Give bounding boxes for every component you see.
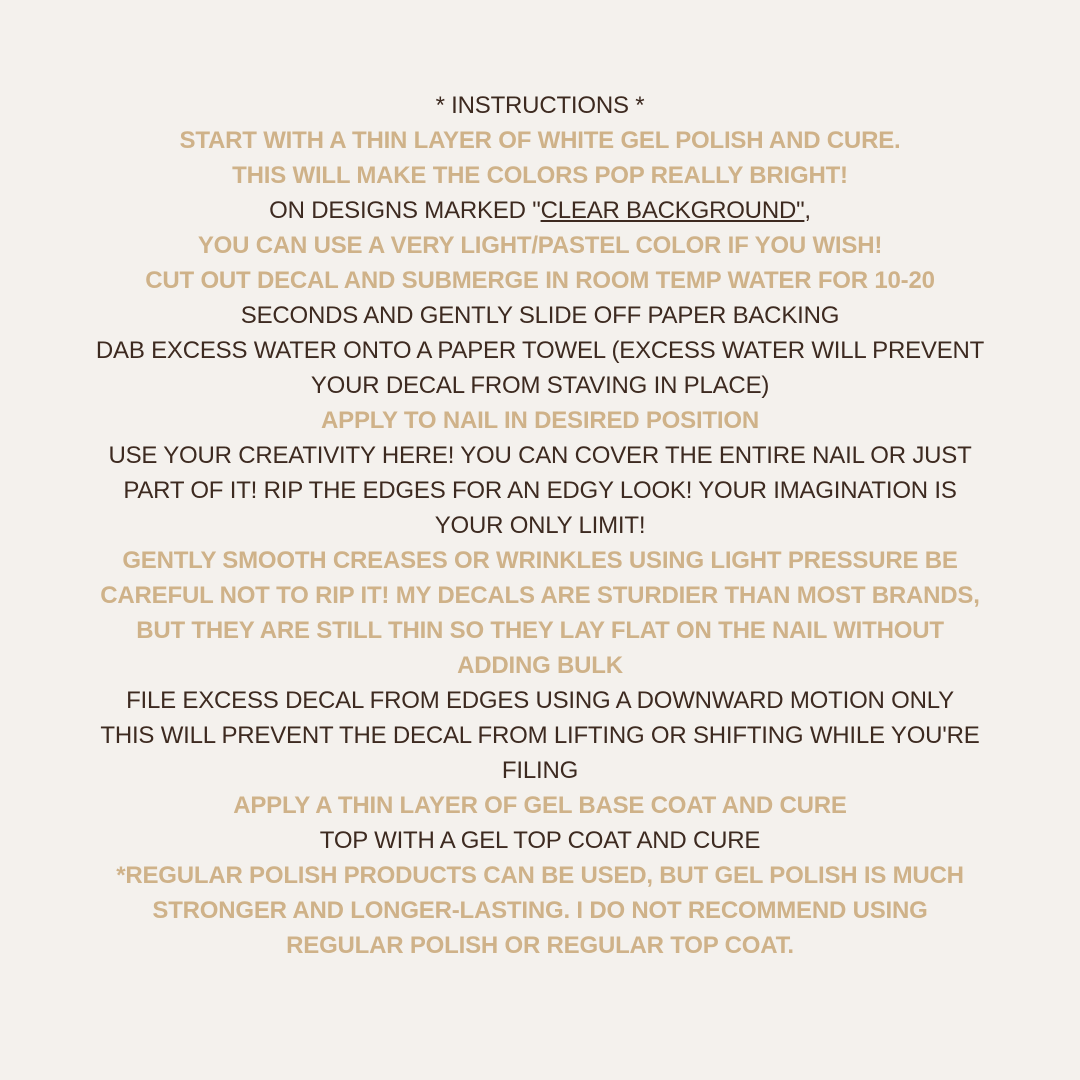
instruction-line-16: ADDING BULK bbox=[457, 652, 623, 679]
instruction-line-9: APPLY TO NAIL IN DESIRED POSITION bbox=[321, 407, 759, 434]
instruction-line-3-prefix: ON DESIGNS MARKED " bbox=[269, 197, 541, 224]
instructions-heading: * INSTRUCTIONS * bbox=[435, 92, 645, 119]
instruction-line-4: YOU CAN USE A VERY LIGHT/PASTEL COLOR IF YOU WISH! bbox=[197, 232, 883, 259]
instruction-line-11: PART OF IT! RIP THE EDGES FOR AN EDGY LOOK! YOUR IMAGINATION IS bbox=[123, 477, 957, 504]
clear-background-underlined: CLEAR BACKGROUND" bbox=[540, 197, 805, 224]
instruction-line-3-suffix: , bbox=[804, 197, 811, 224]
instruction-line-2: THIS WILL MAKE THE COLORS POP REALLY BRIGHT! bbox=[232, 162, 848, 189]
instruction-line-19: FILING bbox=[501, 757, 579, 784]
instruction-line-22: *REGULAR POLISH PRODUCTS CAN BE USED, BUT GEL POLISH IS MUCH bbox=[116, 862, 964, 889]
instruction-line-15: BUT THEY ARE STILL THIN SO THEY LAY FLAT ON THE NAIL WITHOUT bbox=[136, 617, 944, 644]
instruction-line-5: CUT OUT DECAL AND SUBMERGE IN ROOM TEMP WATER FOR 10-20 bbox=[145, 267, 935, 294]
instructions-text-block bbox=[60, 88, 1020, 963]
instruction-line-23: STRONGER AND LONGER-LASTING. I DO NOT RECOMMEND USING bbox=[152, 897, 928, 924]
instruction-line-8: YOUR DECAL FROM STAVING IN PLACE) bbox=[310, 372, 770, 399]
instruction-line-21: TOP WITH A GEL TOP COAT AND CURE bbox=[319, 827, 761, 854]
instruction-line-1: START WITH A THIN LAYER OF WHITE GEL POLISH AND CURE. bbox=[179, 127, 901, 154]
instruction-line-14: CAREFUL NOT TO RIP IT! MY DECALS ARE STURDIER THAN MOST BRANDS, bbox=[100, 582, 980, 609]
instruction-line-6: SECONDS AND GENTLY SLIDE OFF PAPER BACKING bbox=[240, 302, 840, 329]
instruction-line-7: DAB EXCESS WATER ONTO A PAPER TOWEL (EXCESS WATER WILL PREVENT bbox=[95, 337, 985, 364]
instruction-line-20: APPLY A THIN LAYER OF GEL BASE COAT AND CURE bbox=[233, 792, 847, 819]
instruction-line-3 bbox=[60, 193, 1020, 228]
instruction-line-18: THIS WILL PREVENT THE DECAL FROM LIFTING OR SHIFTING WHILE YOU'RE bbox=[100, 722, 980, 749]
instruction-line-24: REGULAR POLISH OR REGULAR TOP COAT. bbox=[286, 932, 794, 959]
instruction-line-10: USE YOUR CREATIVITY HERE! YOU CAN COVER THE ENTIRE NAIL OR JUST bbox=[108, 442, 972, 469]
instruction-line-13: GENTLY SMOOTH CREASES OR WRINKLES USING LIGHT PRESSURE BE bbox=[122, 547, 958, 574]
instruction-line-17: FILE EXCESS DECAL FROM EDGES USING A DOWNWARD MOTION ONLY bbox=[126, 687, 954, 714]
instruction-line-12: YOUR ONLY LIMIT! bbox=[434, 512, 646, 539]
